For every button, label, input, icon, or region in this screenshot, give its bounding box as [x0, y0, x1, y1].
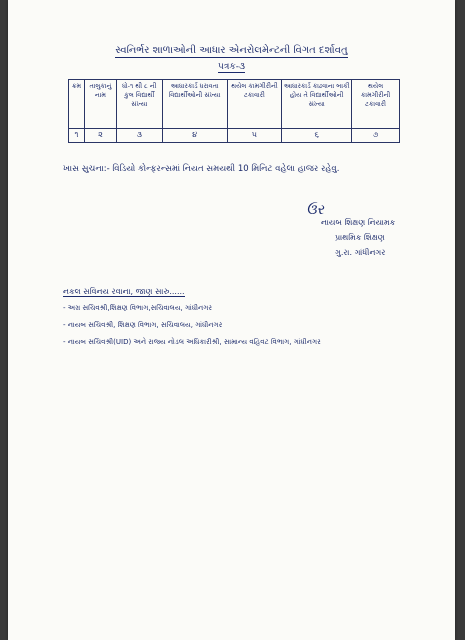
copy-heading: નકલ સવિનય રવાના, જાણ સારુ...... — [63, 287, 185, 296]
table-row — [69, 129, 400, 143]
header-total-students: ધો-૧ થી ૮ ની કુલ વિદ્યાર્થી સંખ્યા — [116, 80, 162, 129]
document-page — [8, 0, 455, 640]
special-notice: ખાસ સુચના:- વિડિયો કોન્ફરન્સમાં નિયત સમયથી 10 મિનિટ વહેલા હાજર રહેવુ. — [63, 164, 340, 174]
table-cell: ૧ — [69, 129, 85, 143]
signatory-title: નાયબ શિક્ષણ નિયામક — [321, 218, 396, 227]
form-number: પત્રક-૩ — [218, 62, 245, 72]
header-sr-no: ક્રમ — [69, 80, 85, 129]
signatory-location: ગુ.રા. ગાંધીનગર — [335, 248, 386, 258]
header-taluka-name: તાલુકાનું નામ — [84, 80, 116, 129]
document-title: સ્વનિર્ભર શાળાઓની આધાર એનરોલમેન્ટની વિગત દર્શાવતુ — [115, 45, 348, 56]
table-cell: ૫ — [227, 129, 282, 143]
signatory-department: પ્રાથમિક શિક્ષણ — [335, 233, 385, 243]
copy-recipient-list — [63, 305, 321, 356]
data-table — [68, 79, 400, 143]
signature-mark: ઉર — [306, 202, 324, 218]
header-pending-students: આધારકાર્ડ કાઢવાના બાકી હોય તે વિદ્યાર્થીઓની સંખ્યા — [282, 80, 352, 129]
table-cell: ૩ — [116, 129, 162, 143]
table-cell: ૪ — [162, 129, 227, 143]
list-item: - અગ્ર સચિવશ્રી,શિક્ષણ વિભાગ,સચિવાલય, ગાંધીનગર — [63, 304, 212, 312]
table-cell: ૬ — [282, 129, 352, 143]
signature-block — [321, 215, 395, 261]
table-cell: ૭ — [352, 129, 400, 143]
header-work-percent-2: થયેલ કામગીરીની ટકાવારી — [352, 80, 400, 129]
table-cell: ૨ — [84, 129, 116, 143]
header-work-percent: થયેલ કામગીરીની ટકાવારી — [227, 80, 282, 129]
table-header-row — [69, 80, 400, 129]
header-aadhaar-students: આધારકાર્ડ ધરાવતા વિદ્યાર્થીઓની સંખ્યા — [162, 80, 227, 129]
list-item: - નાયબ સચિવશ્રી(UID) અને રાજ્ય નોડલ અધિકારીશ્રી, સામાન્ય વહિવટ વિભાગ, ગાંધીનગર — [63, 338, 321, 346]
list-item: - નાયબ સચિવશ્રી, શિક્ષણ વિભાગ, સચિવાલય, ગાંધીનગર — [63, 321, 223, 329]
